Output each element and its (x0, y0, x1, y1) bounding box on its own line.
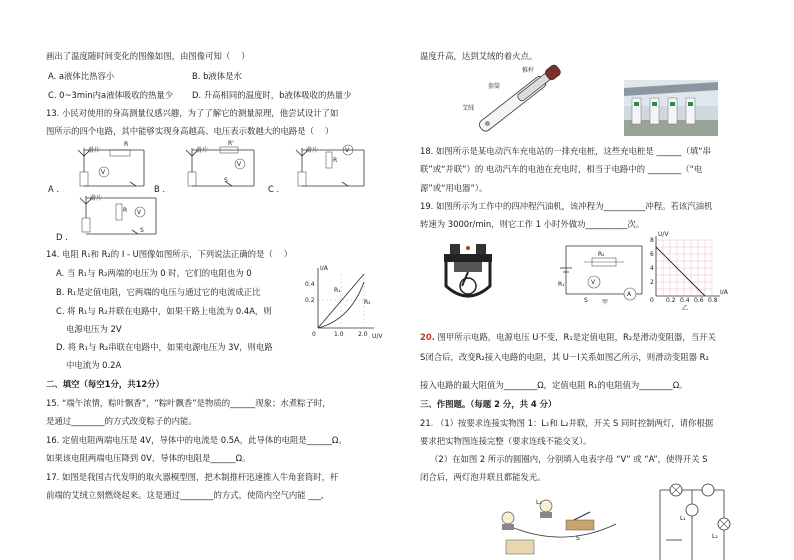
fig2-l1-label: L₁ (680, 515, 686, 522)
circuit-jia-v-label: V (591, 279, 596, 286)
ui-graph-yi (644, 231, 744, 312)
charging-station-photo (624, 80, 718, 136)
circuit-jia-diagram (554, 238, 654, 304)
pushrod-label: 推杆 (522, 67, 535, 74)
q16-line-1: 16. 定值电阻两端电压是 4V，导体中的电流是 0.5A，此导体的电阻是______Ω。 (46, 435, 347, 445)
graph-yi-tick-2: 2 (650, 279, 654, 286)
right-column (416, 0, 748, 560)
circuit-b-s-label: S (224, 177, 228, 184)
graph-yi-tick-6: 6 (650, 251, 654, 258)
q21-line-4: 闭合后，两灯泡并联且都能发光。 (420, 472, 546, 482)
fig1-l2-label: L₂ (536, 499, 542, 506)
q14-option-d-2: 中电流为 0.2A (66, 360, 122, 370)
q12-option-d: D. 升高相同的温度时，b液体吸收的热量少 (192, 90, 352, 100)
circuit-jia-r2-label: R₂ (598, 251, 605, 258)
section-fill-in-heading: 二、填空（每空1分，共12分） (46, 379, 164, 389)
q19-line-2: 转速为 3000r/min，则它工作 1 小时外做功__________次。 (420, 219, 645, 229)
q14-option-c-1: C. 将 R₁与 R₂并联在电路中，如果干路上电流为 0.4A，则 (56, 306, 272, 316)
graph-yi-x-tick-4: 0.8 (708, 297, 718, 304)
q12-stem-end: 画出了温度随时间变化的图像如图，由图像可知（ ） (46, 51, 250, 61)
circuit-figure-2 (652, 484, 732, 560)
q20-line-3: 接入电路的最大阻值为________Ω，定值电阻 R₁的电阻值为________Ω。 (420, 380, 688, 390)
section-drawing-heading: 三、作图题。（每题 2 分，共 4 分） (420, 399, 557, 409)
q17-continuation: 温度升高，达到艾绒的着火点。 (420, 51, 538, 61)
graph-yi-x-tick-3: 0.6 (694, 297, 704, 304)
q14-stem: 14. 电阻 R₁和 R₂的 I - U图像如图所示，下列说法正确的是（ ） (46, 249, 293, 259)
q18-line-2: 联”或“并联”）的 电动汽车的电池在充电时，相当于电路中的 ________（“电 (420, 164, 703, 174)
q16-line-2: 如果该电阻两端电压降到 0V，导体的电阻是______Ω。 (46, 453, 251, 463)
q14-option-a: A. 当 R₁与 R₂两端的电压为 0 时，它们的电阻也为 0 (56, 268, 252, 278)
circuit-a-r-label: R (124, 141, 129, 148)
q17-line-2: 前端的艾绒立刻燃烧起来。这是通过________的方式，使筒内空气内能 ___, (46, 490, 324, 500)
fig1-s-label: S (576, 535, 580, 542)
sleeve-label: 套筒 (488, 83, 501, 90)
circuit-d-v-label: V (137, 209, 142, 216)
q13-stem-1: 13. 小民对使用的身高测量仪感兴趣，为了了解它的测量原理，他尝试设计了如 (46, 108, 339, 118)
circuit-jia-r1-label: R₁ (558, 281, 565, 288)
q21-line-2: 要求把实物图连接完整（要求连线不能交叉）。 (420, 436, 592, 446)
moxa-label: 艾绒 (462, 105, 475, 112)
iu-graph-x-axis-label: U/V (372, 333, 383, 340)
circuit-c-slider-label: 滑片 (306, 147, 319, 154)
circuit-b-slider-label: 滑片 (196, 147, 209, 154)
q20-line-2: S闭合后，改变R₂接入电路的电阻，其 U－I关系如图乙所示，则滑动变阻器 R₂ (420, 352, 709, 362)
circuit-b-diagram (182, 142, 262, 192)
q12-option-c: C. 0~3min内a液体吸收的热量少 (48, 90, 174, 100)
graph-yi-tick-8: 8 (650, 237, 654, 244)
iu-graph-tick-20: 2.0 (358, 331, 368, 338)
circuit-c-v-label: V (345, 147, 350, 154)
graph-yi-y-axis-label: U/V (658, 231, 669, 238)
q21-line-1: 21. （1）按要求连接实物图 1：L₁和 L₂并联，开关 S 同时控制两灯，请你根据 (420, 418, 714, 428)
q19-line-1: 19. 如图所示为工作中的四冲程汽油机，该冲程为__________冲程。若该汽油机 (420, 201, 713, 211)
graph-yi-x-tick-1: 0.2 (666, 297, 676, 304)
circuit-d-r-label: R (123, 207, 128, 214)
q12-option-a: A. a液体比热容小 (48, 71, 115, 81)
circuit-b-v-label: V (237, 161, 242, 168)
circuit-d-slider-label: 滑片 (90, 195, 103, 202)
iu-graph-tick-04: 0.4 (305, 281, 315, 288)
graph-yi-tick-4: 4 (650, 265, 654, 272)
q21-line-3: （2）在如图 2 所示的圆圈内，分别填入电表字母 “V” 或 “A”，使得开关 S (430, 454, 708, 464)
q15-line-1: 15. “端午浓情，粽叶飘香”，“粽叶飘香”是物质的______现象；水煮粽子时， (46, 398, 331, 408)
graph-yi-x-axis-label: I/A (720, 289, 728, 296)
q18-line-1: 18. 如图所示是某电动汽车充电站的一排充电桩，这些充电桩是 ______（填“串 (420, 146, 711, 156)
iu-graph (304, 262, 384, 342)
engine-cylinder-diagram (436, 240, 500, 304)
iu-graph-r2-label: R₂ (364, 299, 371, 306)
circuit-jia-s-label: S (584, 297, 588, 304)
fire-piston-illustration (460, 62, 570, 134)
graph-yi-caption: 乙 (682, 305, 689, 312)
iu-graph-origin: 0 (312, 331, 316, 338)
left-column (46, 0, 382, 560)
iu-graph-tick-02: 0.2 (305, 297, 315, 304)
circuit-a-v-label: V (101, 169, 106, 176)
q20-line-1-text: 图甲所示电路，电源电压 U不变，R₁是定值电阻，R₂是滑动变阻器，当开关 (434, 332, 716, 342)
physical-circuit-figure-1 (486, 494, 636, 560)
circuit-jia-caption: 甲 (602, 299, 609, 306)
q20-number: 20. (420, 332, 435, 342)
circuit-a-diagram (74, 142, 154, 192)
iu-graph-r1-label: R₁ (334, 287, 341, 294)
q13-option-a-label: A . (48, 184, 60, 194)
circuit-d-s-label: S (140, 227, 144, 234)
q20-line-1 (420, 328, 716, 347)
q14-option-d-1: D. 将 R₁与 R₂串联在电路中，如果电源电压为 3V，则电路 (56, 342, 273, 352)
graph-yi-x-tick-2: 0.4 (680, 297, 690, 304)
fig2-l2-label: L₂ (712, 533, 718, 540)
circuit-c-r-label: R (333, 157, 338, 164)
q13-option-b-label: B . (154, 184, 166, 194)
circuit-d-diagram (76, 190, 166, 240)
q13-stem-2: 图所示的四个电路，其中能够实现身高越高、电压表示数越大的电路是（ ） (46, 126, 334, 136)
q14-option-b: B. R₁是定值电阻，它两端的电压与通过它的电流成正比 (56, 287, 261, 297)
graph-yi-origin: 0 (650, 297, 654, 304)
circuit-c-diagram (292, 142, 372, 192)
q13-option-d-label: D . (56, 232, 68, 242)
q15-line-2: 是通过________的方式改变粽子的内能。 (46, 416, 197, 426)
circuit-b-rp-label: R' (228, 140, 234, 147)
iu-graph-tick-10: 1.0 (334, 331, 344, 338)
iu-graph-y-axis-label: I/A (320, 265, 328, 272)
q18-line-3: 源”或“用电器”）。 (420, 183, 488, 193)
q12-option-b: B. b液体是水 (192, 71, 242, 81)
q13-option-c-label: C . (268, 184, 280, 194)
q14-option-c-2: 电源电压为 2V (66, 324, 122, 334)
q17-line-1: 17. 如图是我国古代发明的取火器模型图，把木制推杆迅速推入牛角套筒时，杆 (46, 472, 339, 482)
circuit-jia-a-label: A (627, 291, 632, 298)
circuit-a-slider-label: 滑片 (88, 147, 101, 154)
